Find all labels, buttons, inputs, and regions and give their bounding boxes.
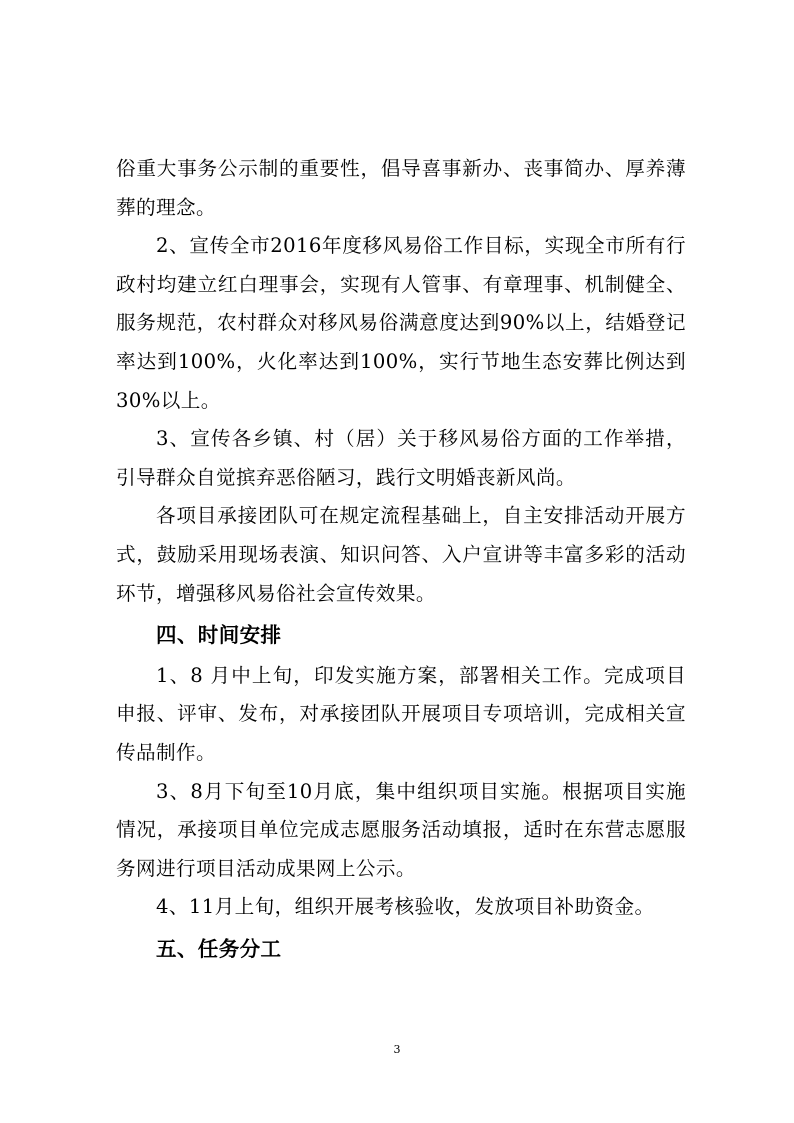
- schedule-item: 1、8 月中上旬，印发实施方案，部署相关工作。完成项目申报、评审、发布，对承接团队开展项目专项培训，完成相关宣传品制作。: [116, 663, 686, 764]
- schedule-item: 4、11月上旬，组织开展考核验收，发放项目补助资金。: [156, 895, 655, 919]
- page-number: 3: [393, 1043, 401, 1056]
- section-heading-division: 五、任务分工: [156, 936, 282, 961]
- document-body: [116, 150, 686, 970]
- paragraph-measures: 3、宣传各乡镇、村（居）关于移风易俗方面的工作举措，引导群众自觉摈弃恶俗陋习，践行文明婚丧新风尚。: [116, 427, 686, 489]
- paragraph-continuation: 俗重大事务公示制的重要性，倡导喜事新办、丧事简办、厚养薄葬的理念。: [116, 157, 686, 219]
- paragraph-goal: 2、宣传全市2016年度移风易俗工作目标，实现全市所有行政村均建立红白理事会，实现有人管事、有章理事、机制健全、服务规范，农村群众对移风易俗满意度达到90%以上，结婚登记率达到100%，火化率达到100%，实行节地生态安葬比例达到30%以上。: [116, 234, 686, 412]
- schedule-item: 3、8月下旬至10月底，集中组织项目实施。根据项目实施情况，承接项目单位完成志愿服务活动填报，适时在东营志愿服务网进行项目活动成果网上公示。: [116, 779, 686, 880]
- section-heading-schedule: 四、时间安排: [156, 623, 282, 648]
- paragraph-teams: 各项目承接团队可在规定流程基础上，自主安排活动开展方式，鼓励采用现场表演、知识问答、入户宣讲等丰富多彩的活动环节，增强移风易俗社会宣传效果。: [116, 504, 686, 605]
